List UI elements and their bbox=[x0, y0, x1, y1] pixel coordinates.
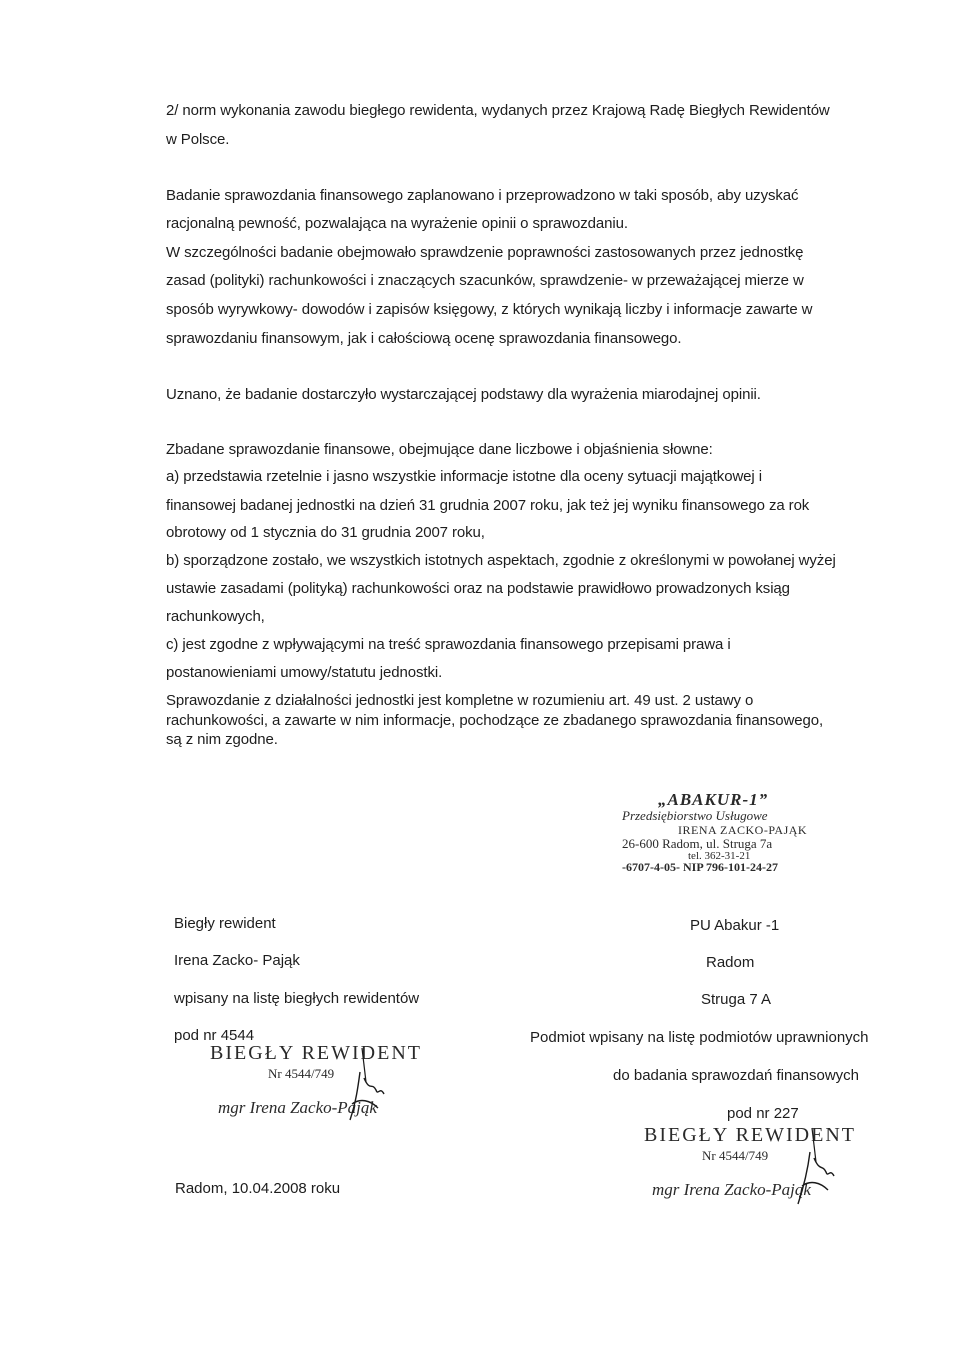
text-line: są z nim zgodne. bbox=[166, 731, 278, 748]
auditor-registry: wpisany na listę biegłych rewidentów bbox=[174, 990, 420, 1007]
company-name: PU Abakur -1 bbox=[690, 917, 780, 934]
stamp-phone: tel. 362-31-21 bbox=[688, 850, 751, 862]
text-line: rachunkowości, a zawarte w nim informacje, pochodzące ze zbadanego sprawozdania finansowego, bbox=[166, 712, 824, 729]
auditor-role: Biegły rewident bbox=[174, 915, 276, 932]
stamp-address: 26-600 Radom, ul. Struga 7a bbox=[622, 836, 773, 851]
text-line: sposób wyrywkowy- dowodów i zapisów księgowy, z których wynikają liczby i informacje zawarte w bbox=[166, 301, 813, 318]
auditor-stamp-right bbox=[644, 1124, 864, 1214]
text-line: c) jest zgodne z wpływającymi na treść sprawozdania finansowego przepisami prawa i bbox=[166, 636, 731, 653]
stamp-holder-name: mgr Irena Zacko-Pająk bbox=[218, 1098, 377, 1117]
company-street: Struga 7 A bbox=[701, 991, 772, 1008]
text-line: Sprawozdanie z działalności jednostki jest kompletne w rozumieniu art. 49 ust. 2 ustawy o bbox=[166, 692, 754, 709]
company-number: pod nr 227 bbox=[727, 1105, 799, 1122]
date-place: Radom, 10.04.2008 roku bbox=[175, 1180, 341, 1197]
company-city: Radom bbox=[706, 954, 755, 971]
company-stamp bbox=[618, 790, 848, 880]
auditor-stamp-left bbox=[210, 1042, 430, 1132]
text-line: zasad (polityki) rachunkowości i znaczących szacunków, sprawdzenie- w przeważającej mierze w bbox=[166, 272, 804, 289]
auditor-number: pod nr 4544 bbox=[174, 1027, 255, 1044]
text-line: 2/ norm wykonania zawodu biegłego rewidenta, wydanych przez Krajową Radę Biegłych Rewidentów bbox=[166, 102, 830, 119]
stamp-title: BIEGŁY REWIDENT bbox=[644, 1124, 856, 1146]
text-line: Uznano, że badanie dostarczyło wystarczającej podstawy dla wyrażenia miarodajnej opinii. bbox=[166, 386, 761, 403]
stamp-company-name: „ABAKUR-1” bbox=[658, 790, 769, 809]
stamp-company-type: Przedsiębiorstwo Usługowe bbox=[622, 808, 768, 823]
text-line: b) sporządzone zostało, we wszystkich istotnych aspektach, zgodnie z określonymi w powołanej wyżej bbox=[166, 552, 836, 569]
text-line: w Polsce. bbox=[166, 131, 230, 148]
text-line: finansowej badanej jednostki na dzień 31 grudnia 2007 roku, jak też jej wyniku finansowego za rok bbox=[166, 497, 810, 514]
signature-scribble bbox=[210, 1042, 430, 1132]
text-line: racjonalną pewność, pozwalająca na wyrażenie opinii o sprawozdaniu. bbox=[166, 215, 628, 232]
text-line: Badanie sprawozdania finansowego zaplanowano i przeprowadzono w taki sposób, aby uzyskać bbox=[166, 187, 799, 204]
company-registry-line2: do badania sprawozdań finansowych bbox=[613, 1067, 859, 1084]
auditor-name: Irena Zacko- Pająk bbox=[174, 952, 300, 969]
text-line: postanowieniami umowy/statutu jednostki. bbox=[166, 664, 443, 681]
stamp-number: Nr 4544/749 bbox=[268, 1066, 335, 1081]
stamp-owner: IRENA ZACKO-PAJĄK bbox=[678, 823, 808, 837]
company-registry-line1: Podmiot wpisany na listę podmiotów uprawnionych bbox=[530, 1029, 869, 1046]
text-line: obrotowy od 1 stycznia do 31 grudnia 2007 roku, bbox=[166, 524, 485, 541]
stamp-title: BIEGŁY REWIDENT bbox=[210, 1042, 422, 1064]
stamp-holder-name: mgr Irena Zacko-Pająk bbox=[652, 1180, 811, 1199]
text-line: sprawozdaniu finansowym, jak i całościową ocenę sprawozdania finansowego. bbox=[166, 330, 682, 347]
text-line: Zbadane sprawozdanie finansowe, obejmujące dane liczbowe i objaśnienia słowne: bbox=[166, 441, 713, 458]
stamp-ids: -6707-4-05- NIP 796-101-24-27 bbox=[622, 860, 778, 874]
text-line: rachunkowych, bbox=[166, 608, 265, 625]
text-line: W szczególności badanie obejmowało sprawdzenie poprawności zastosowanych przez jednostkę bbox=[166, 244, 804, 261]
signature-scribble bbox=[644, 1124, 864, 1214]
stamp-number: Nr 4544/749 bbox=[702, 1148, 769, 1163]
text-line: a) przedstawia rzetelnie i jasno wszystkie informacje istotne dla oceny sytuacji majątkowej i bbox=[166, 468, 762, 485]
text-line: ustawie zasadami (polityką) rachunkowości oraz na podstawie prawidłowo prowadzonych ksiąg bbox=[166, 580, 790, 597]
